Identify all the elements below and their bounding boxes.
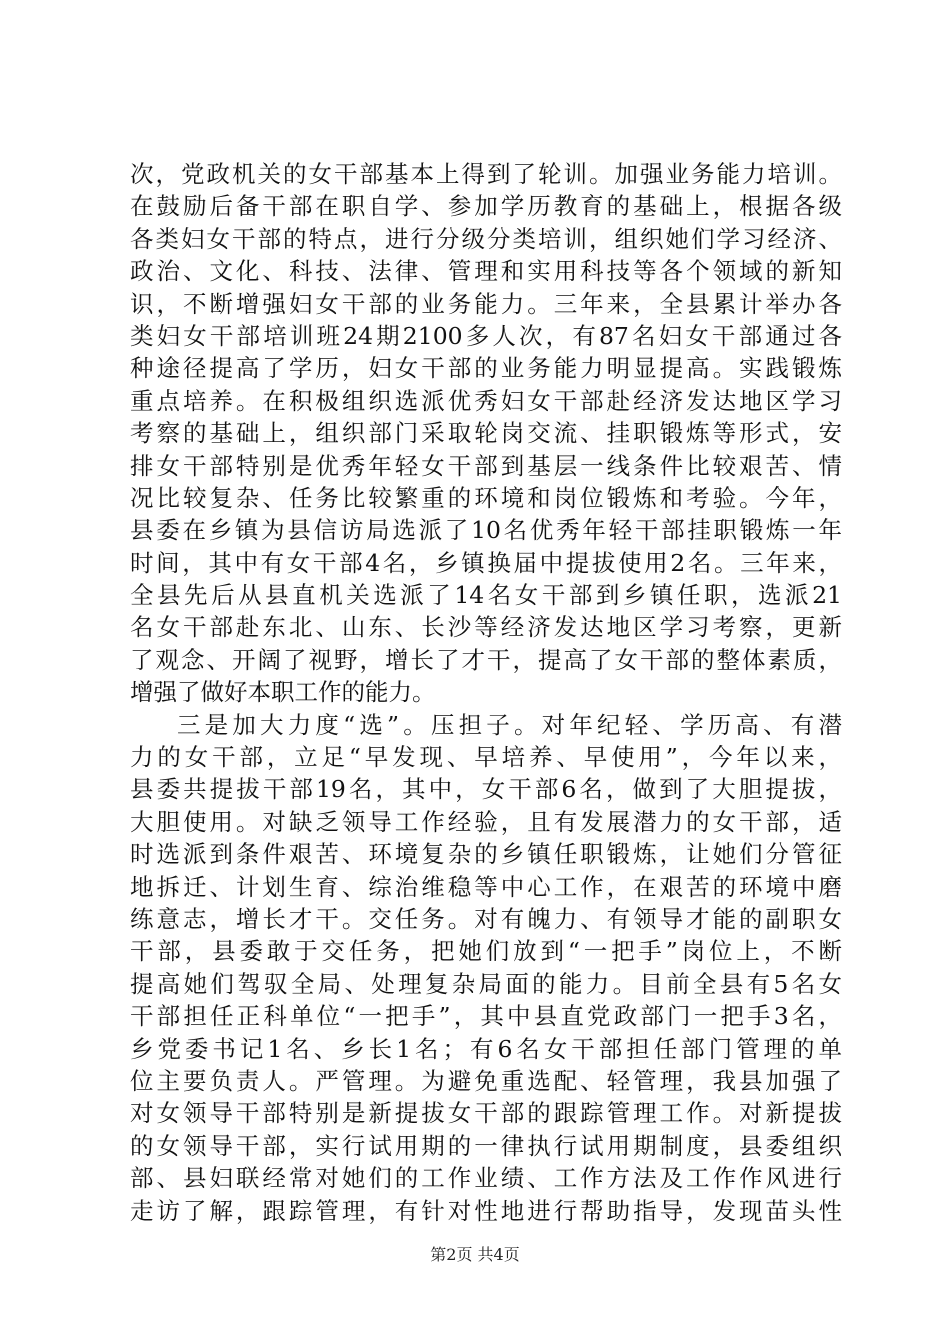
page-footer: 第2页 共4页	[430, 1245, 520, 1264]
text-line: 类妇女干部培训班24期2100多人次，有87名妇女干部通过各	[130, 321, 842, 350]
text-line: 提高她们驾驭全局、处理复杂局面的能力。目前全县有5名女	[130, 969, 842, 998]
text-line: 考察的基础上，组织部门采取轮岗交流、挂职锻炼等形式，安	[130, 419, 842, 448]
text-line: 地拆迁、计划生育、综治维稳等中心工作，在艰苦的环境中磨	[130, 872, 842, 901]
text-line: 大胆使用。对缺乏领导工作经验，且有发展潜力的女干部，适	[130, 807, 842, 836]
text-line: 走访了解，跟踪管理，有针对性地进行帮助指导，发现苗头性	[130, 1196, 842, 1225]
text-line: 全县先后从县直机关选派了14名女干部到乡镇任职，选派21	[130, 581, 842, 610]
text-line: 干部担任正科单位“一把手”，其中县直党政部门一把手3名，	[130, 1002, 842, 1031]
text-line: 政治、文化、科技、法律、管理和实用科技等各个领域的新知	[130, 257, 842, 286]
text-line: 部、县妇联经常对她们的工作业绩、工作方法及工作作风进行	[130, 1164, 842, 1193]
text-line: 况比较复杂、任务比较繁重的环境和岗位锻炼和考验。今年，	[130, 483, 842, 512]
text-line: 位主要负责人。严管理。为避免重选配、轻管理，我县加强了	[130, 1066, 842, 1095]
text-line: 识，不断增强妇女干部的业务能力。三年来，全县累计举办各	[130, 289, 842, 318]
text-line: 对女领导干部特别是新提拔女干部的跟踪管理工作。对新提拔	[130, 1099, 842, 1128]
text-line: 练意志，增长才干。交任务。对有魄力、有领导才能的副职女	[130, 904, 842, 933]
text-line: 名女干部赴东北、山东、长沙等经济发达地区学习考察，更新	[130, 613, 842, 642]
text-line: 时选派到条件艰苦、环境复杂的乡镇任职锻炼，让她们分管征	[130, 840, 842, 869]
body-text	[130, 158, 842, 1227]
text-line: 重点培养。在积极组织选派优秀妇女干部赴经济发达地区学习	[130, 386, 842, 415]
text-line: 干部，县委敢于交任务，把她们放到“一把手”岗位上，不断	[130, 937, 842, 966]
text-line: 县委共提拔干部19名，其中，女干部6名，做到了大胆提拔，	[130, 775, 842, 804]
text-line: 时间，其中有女干部4名，乡镇换届中提拔使用2名。三年来，	[130, 548, 842, 577]
text-line: 力的女干部，立足“早发现、早培养、早使用”，今年以来，	[130, 743, 842, 772]
text-line: 乡党委书记1名、乡长1名；有6名女干部担任部门管理的单	[130, 1034, 842, 1063]
text-line: 各类妇女干部的特点，进行分级分类培训，组织她们学习经济、	[130, 224, 842, 253]
text-line: 在鼓励后备干部在职自学、参加学历教育的基础上，根据各级	[130, 192, 842, 221]
text-line: 种途径提高了学历，妇女干部的业务能力明显提高。实践锻炼	[130, 354, 842, 383]
paragraph-end-line: 增强了做好本职工作的能力。	[130, 678, 436, 707]
text-line: 县委在乡镇为县信访局选派了10名优秀年轻干部挂职锻炼一年	[130, 516, 842, 545]
text-line: 了观念、开阔了视野，增长了才干，提高了女干部的整体素质，	[130, 645, 842, 674]
text-line: 排女干部特别是优秀年轻女干部到基层一线条件比较艰苦、情	[130, 451, 842, 480]
text-line: 的女领导干部，实行试用期的一律执行试用期制度，县委组织	[130, 1131, 842, 1160]
text-line: 次，党政机关的女干部基本上得到了轮训。加强业务能力培训。	[130, 160, 842, 188]
paragraph-start-line: 三是加大力度“选”。压担子。对年纪轻、学历高、有潜	[177, 710, 842, 739]
